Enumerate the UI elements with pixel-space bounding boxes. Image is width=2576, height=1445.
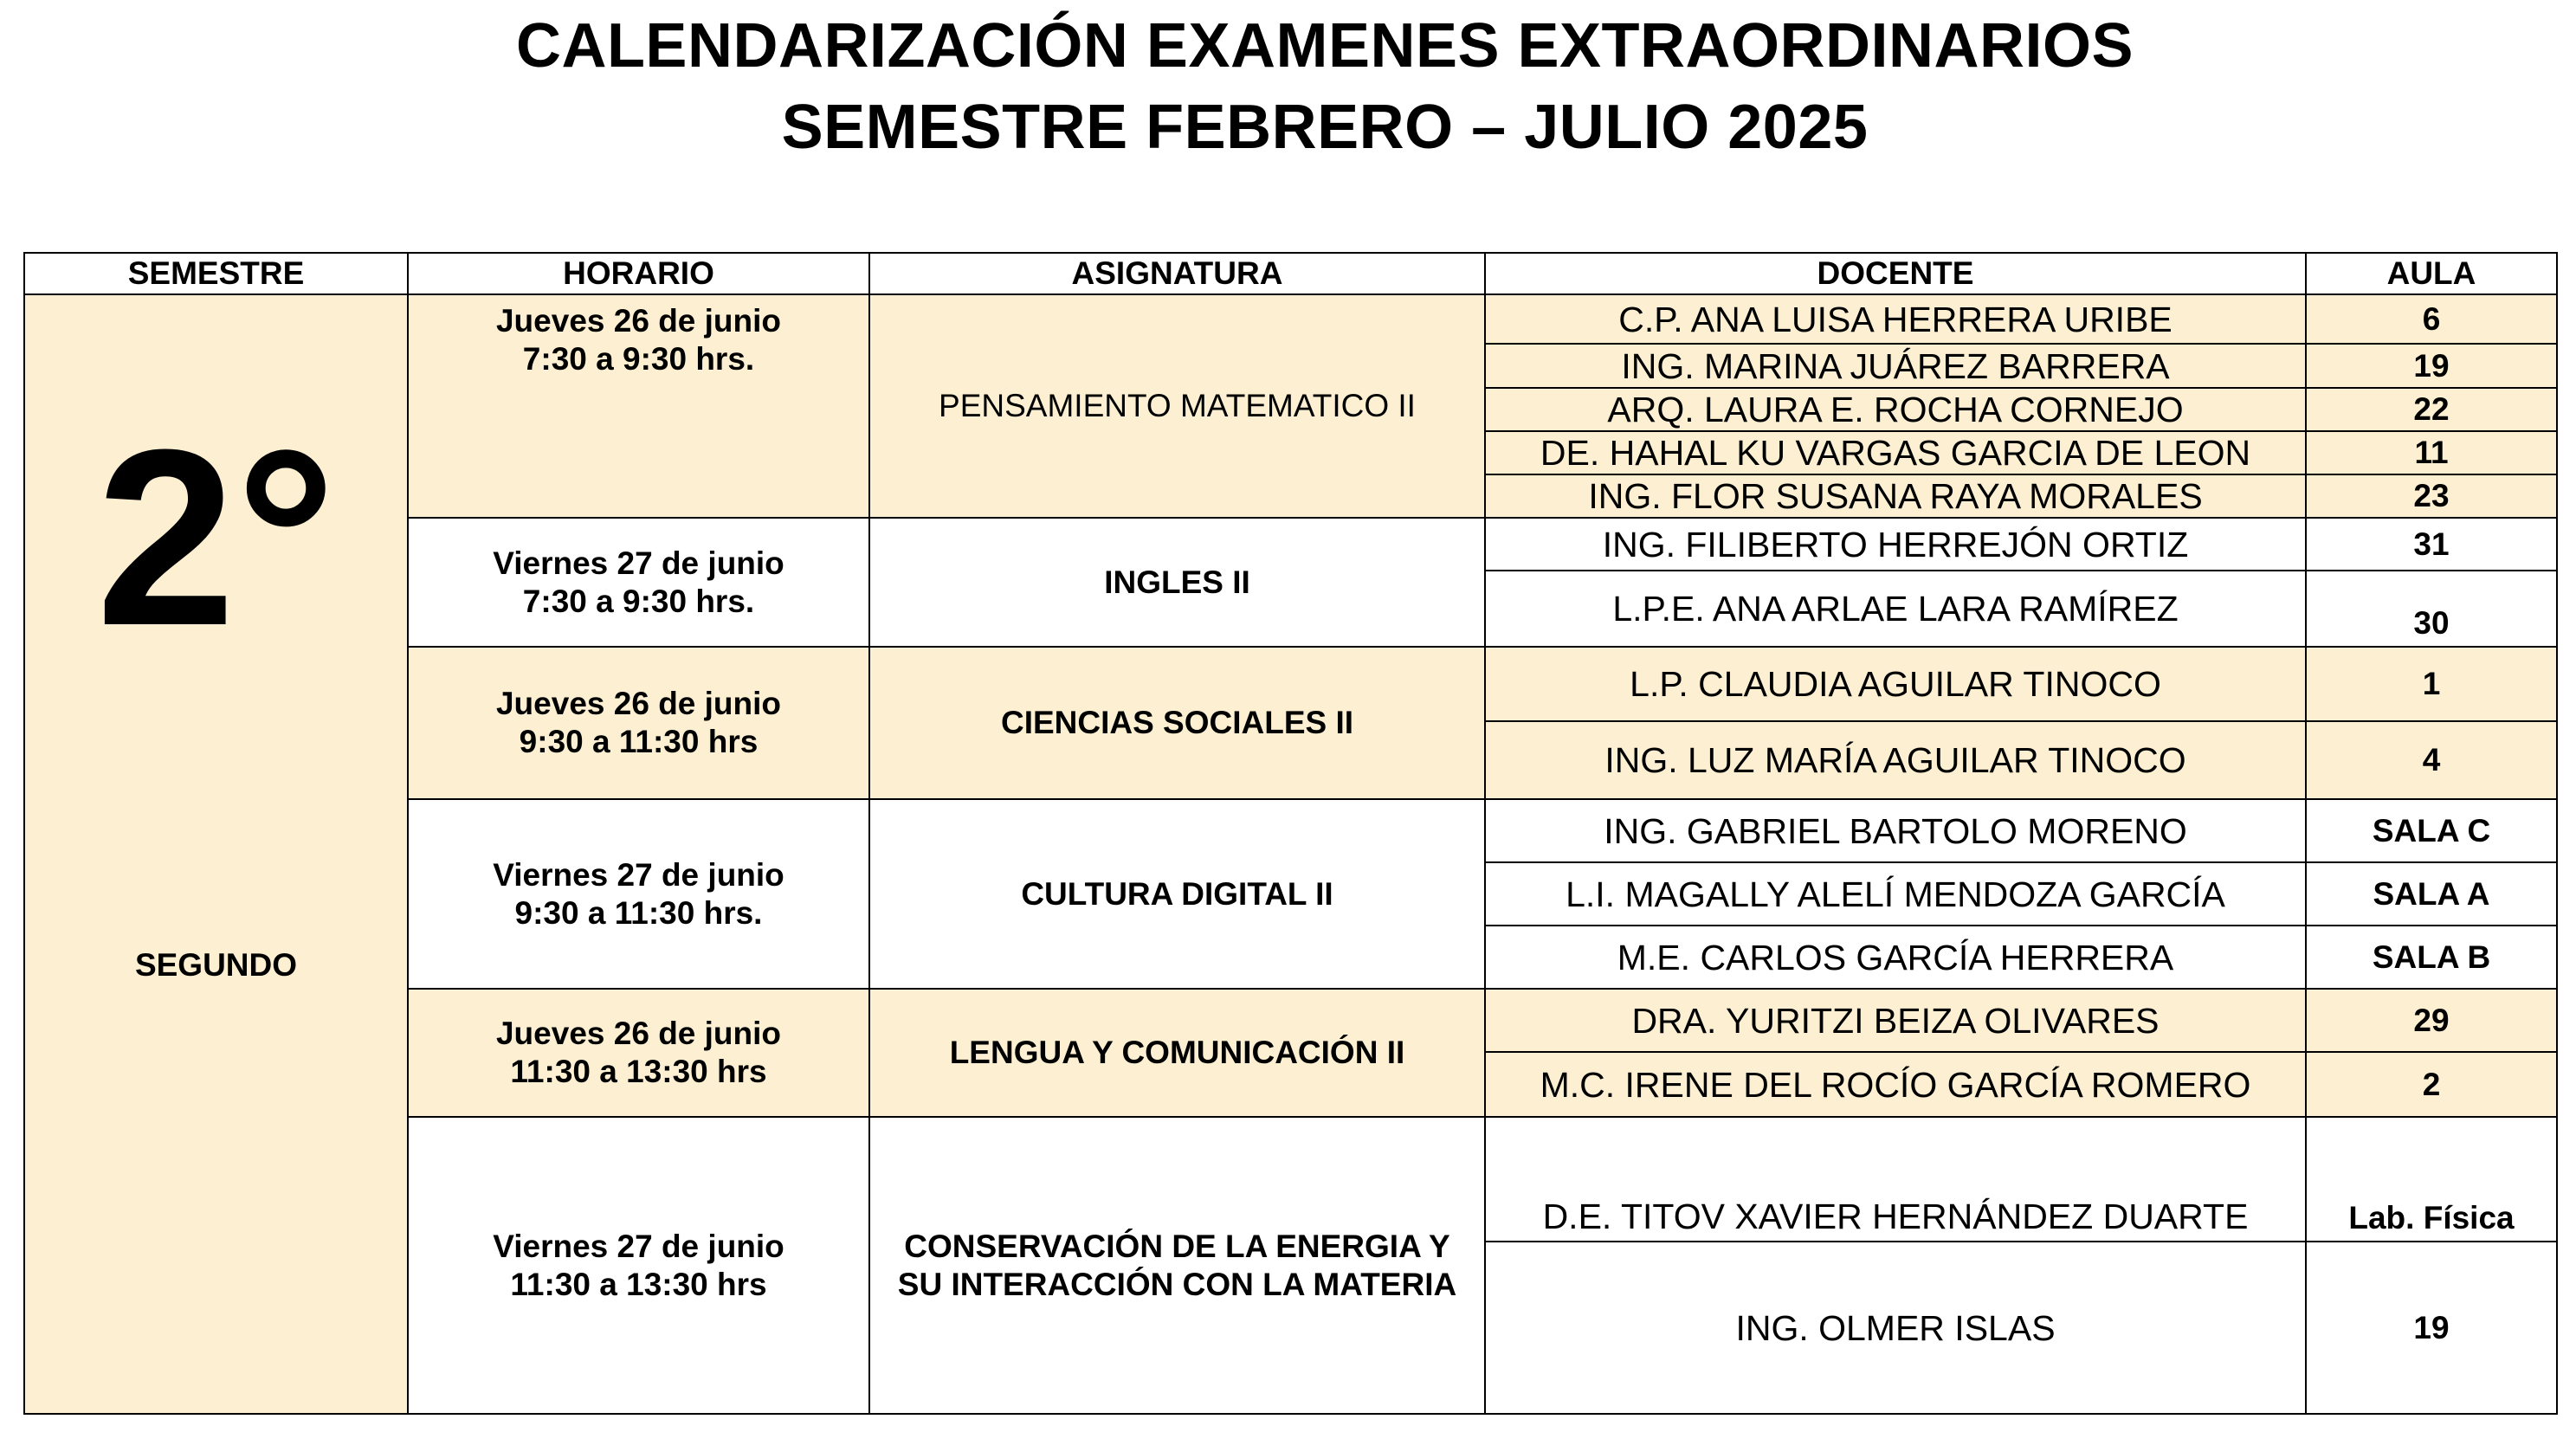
subject-cell: CIENCIAS SOCIALES II — [869, 647, 1485, 799]
schedule-time: 7:30 a 9:30 hrs. — [522, 583, 755, 619]
teacher-cell: M.C. IRENE DEL ROCÍO GARCÍA ROMERO — [1485, 1052, 2306, 1117]
room-cell: 22 — [2306, 388, 2557, 431]
room-cell: SALA B — [2306, 926, 2557, 989]
table-row — [24, 294, 2557, 344]
schedule-day: Viernes 27 de junio — [493, 1228, 784, 1264]
room-cell: Lab. Física — [2306, 1117, 2557, 1242]
room-cell: SALA C — [2306, 799, 2557, 862]
schedule-time: 11:30 a 13:30 hrs — [510, 1054, 767, 1089]
schedule-cell — [408, 518, 869, 647]
room-cell: SALA A — [2306, 862, 2557, 926]
room-cell: 4 — [2306, 721, 2557, 799]
schedule-time: 7:30 a 9:30 hrs. — [522, 341, 755, 377]
teacher-cell: DRA. YURITZI BEIZA OLIVARES — [1485, 989, 2306, 1052]
teacher-cell: L.I. MAGALLY ALELÍ MENDOZA GARCÍA — [1485, 862, 2306, 926]
room-cell: 1 — [2306, 647, 2557, 721]
schedule-time: 9:30 a 11:30 hrs — [519, 724, 759, 759]
header-row — [24, 253, 2557, 294]
subject-cell — [869, 1117, 1485, 1414]
teacher-cell: ING. MARINA JUÁREZ BARRERA — [1485, 344, 2306, 388]
subject-line-2: SU INTERACCIÓN CON LA MATERIA — [897, 1266, 1457, 1302]
room-cell: 31 — [2306, 518, 2557, 571]
schedule-day: Jueves 26 de junio — [495, 1016, 782, 1051]
semester-number: 2° — [95, 397, 337, 678]
header-horario: HORARIO — [408, 253, 869, 294]
subject-cell: LENGUA Y COMUNICACIÓN II — [869, 989, 1485, 1117]
teacher-cell: ARQ. LAURA E. ROCHA CORNEJO — [1485, 388, 2306, 431]
schedule-day: Jueves 26 de junio — [495, 686, 782, 721]
header-docente: DOCENTE — [1485, 253, 2306, 294]
teacher-cell: ING. OLMER ISLAS — [1485, 1242, 2306, 1414]
teacher-cell: L.P.E. ANA ARLAE LARA RAMÍREZ — [1485, 571, 2306, 647]
schedule-cell — [408, 1117, 869, 1414]
schedule-cell — [408, 799, 869, 989]
schedule-cell — [408, 989, 869, 1117]
teacher-cell: ING. FLOR SUSANA RAYA MORALES — [1485, 474, 2306, 518]
semester-cell — [24, 294, 408, 1414]
teacher-cell: ING. FILIBERTO HERREJÓN ORTIZ — [1485, 518, 2306, 571]
room-cell: 23 — [2306, 474, 2557, 518]
schedule-time: 11:30 a 13:30 hrs — [510, 1266, 767, 1302]
document-title-line-1: CALENDARIZACIÓN EXAMENES EXTRAORDINARIOS — [515, 11, 2134, 81]
room-cell: 11 — [2306, 431, 2557, 474]
subject-cell: PENSAMIENTO MATEMATICO II — [869, 294, 1485, 518]
teacher-cell: M.E. CARLOS GARCÍA HERRERA — [1485, 926, 2306, 989]
teacher-cell: L.P. CLAUDIA AGUILAR TINOCO — [1485, 647, 2306, 721]
header-aula: AULA — [2306, 253, 2557, 294]
schedule-day: Jueves 26 de junio — [495, 303, 782, 339]
teacher-cell: ING. GABRIEL BARTOLO MORENO — [1485, 799, 2306, 862]
document-title-line-2: SEMESTRE FEBRERO – JULIO 2025 — [781, 93, 1869, 162]
schedule-cell — [408, 647, 869, 799]
schedule-day: Viernes 27 de junio — [493, 856, 784, 893]
teacher-cell: DE. HAHAL KU VARGAS GARCIA DE LEON — [1485, 431, 2306, 474]
schedule-cell — [408, 294, 869, 518]
subject-line-1: CONSERVACIÓN DE LA ENERGIA Y — [904, 1228, 1450, 1264]
room-cell: 19 — [2306, 1242, 2557, 1414]
teacher-cell: C.P. ANA LUISA HERRERA URIBE — [1485, 294, 2306, 344]
subject-cell: INGLES II — [869, 518, 1485, 647]
room-cell: 6 — [2306, 294, 2557, 344]
room-cell: 29 — [2306, 989, 2557, 1052]
schedule-day: Viernes 27 de junio — [493, 545, 784, 581]
schedule-time: 9:30 a 11:30 hrs. — [514, 894, 763, 931]
room-cell: 19 — [2306, 344, 2557, 388]
teacher-cell: ING. LUZ MARÍA AGUILAR TINOCO — [1485, 721, 2306, 799]
exam-schedule-table — [23, 252, 2558, 1415]
header-asignatura: ASIGNATURA — [869, 253, 1485, 294]
teacher-cell: D.E. TITOV XAVIER HERNÁNDEZ DUARTE — [1485, 1117, 2306, 1242]
room-cell: 30 — [2306, 571, 2557, 647]
header-semestre: SEMESTRE — [24, 253, 408, 294]
room-cell: 2 — [2306, 1052, 2557, 1117]
subject-cell: CULTURA DIGITAL II — [869, 799, 1485, 989]
semester-name: SEGUNDO — [134, 947, 298, 983]
